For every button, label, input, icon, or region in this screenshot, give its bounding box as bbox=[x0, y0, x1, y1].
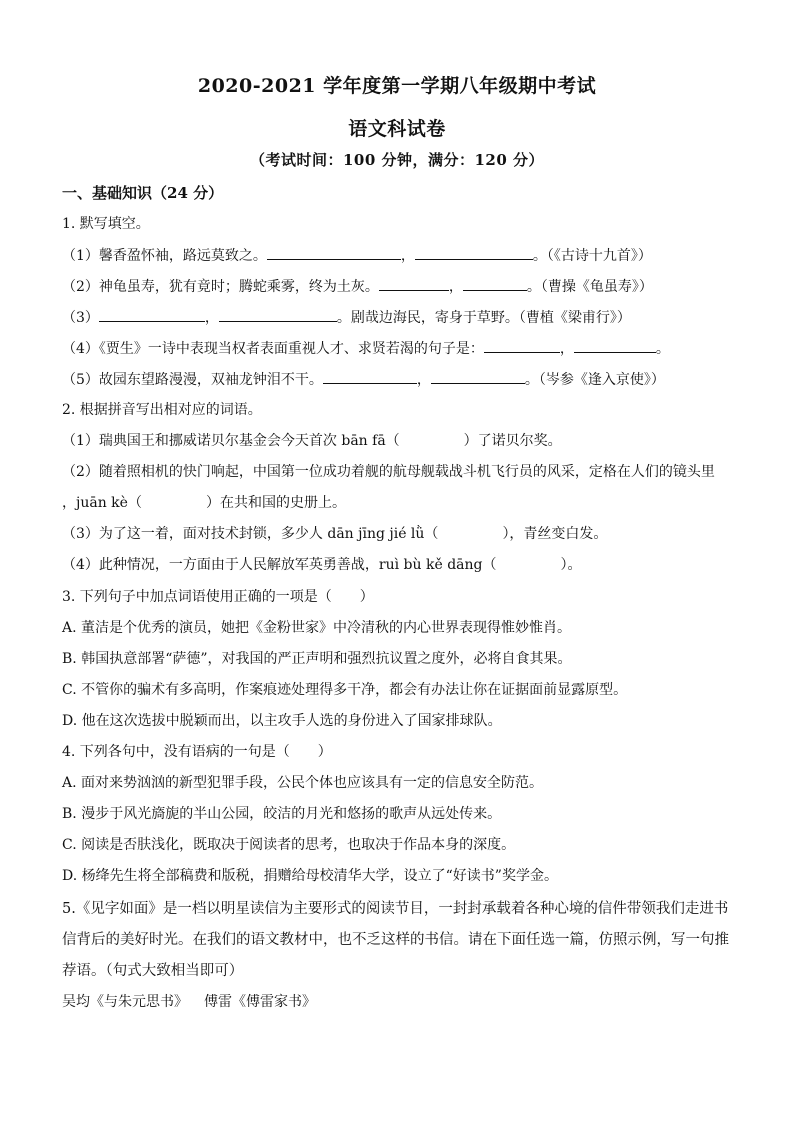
q1-item-5-pre: （5）故园东望路漫漫，双袖龙钟泪不干。 bbox=[62, 372, 323, 388]
q4-option-d[interactable]: D. 杨绛先生将全部稿费和版税，捐赠给母校清华大学，设立了“好读书”奖学金。 bbox=[62, 868, 558, 884]
q2-item-2-line1: （2）随着照相机的快门响起，中国第一位成功着舰的航母舰载战斗机飞行员的风采，定格在人们的镜头里 bbox=[62, 464, 715, 480]
q5-choice-a[interactable]: 吴均《与朱元思书》 bbox=[62, 994, 188, 1010]
q1-item-5-post: 。（岑参《逢入京使》） bbox=[524, 372, 665, 388]
q4-stem: 4. 下列各句中，没有语病的一句是（ ） bbox=[62, 744, 332, 760]
exam-subject: 语文科试卷 bbox=[348, 118, 446, 140]
answer-blank[interactable] bbox=[484, 338, 560, 353]
q1-item-2-sep: ， bbox=[448, 279, 463, 295]
q5-choices bbox=[62, 992, 742, 1012]
q1-item-1 bbox=[62, 245, 742, 266]
answer-blank[interactable] bbox=[431, 369, 525, 384]
q5-text-line2: 信背后的美好时光。在我们的语文教材中，也不乏这样的书信。请在下面任选一篇，仿照示例，写一句推 bbox=[62, 932, 729, 948]
answer-blank[interactable] bbox=[379, 276, 449, 291]
q2-item-2-pre: ，juān kè（ bbox=[62, 495, 142, 511]
answer-blank[interactable] bbox=[219, 307, 337, 322]
q2-item-1 bbox=[62, 431, 742, 451]
answer-blank[interactable] bbox=[323, 369, 417, 384]
q1-item-4 bbox=[62, 338, 742, 359]
q2-item-3 bbox=[62, 524, 742, 544]
q3-option-c[interactable]: C. 不管你的骗术有多高明，作案痕迹处理得多干净，都会有办法让你在证据面前显露原型。 bbox=[62, 682, 628, 698]
q1-item-3-pre: （3） bbox=[62, 310, 99, 326]
q3-stem: 3. 下列句子中加点词语使用正确的一项是（ ） bbox=[62, 589, 374, 605]
q5-text-line3: 荐语。（句式大致相当即可） bbox=[62, 963, 244, 979]
answer-blank[interactable] bbox=[574, 338, 656, 353]
answer-blank[interactable] bbox=[415, 245, 533, 260]
q1-item-3 bbox=[62, 307, 742, 328]
q1-item-5 bbox=[62, 369, 742, 390]
q3-option-b[interactable]: B. 韩国执意部署“萨德”，对我国的严正声明和强烈抗议置之度外，必将自食其果。 bbox=[62, 651, 572, 667]
q1-stem: 1. 默写填空。 bbox=[62, 216, 150, 232]
q1-item-4-post: 。 bbox=[655, 341, 670, 357]
exam-info: （考试时间：100 分钟，满分：120 分） bbox=[249, 151, 545, 169]
q4-option-c[interactable]: C. 阅读是否肤浅化，既取决于阅读者的思考，也取决于作品本身的深度。 bbox=[62, 837, 516, 853]
q4-option-b[interactable]: B. 漫步于风光旖旎的半山公园，皎洁的月光和悠扬的歌声从远处传来。 bbox=[62, 806, 502, 822]
q2-item-2-line2 bbox=[62, 493, 742, 513]
q1-item-2 bbox=[62, 276, 742, 297]
q2-item-3-pre: （3）为了这一着，面对技术封锁，多少人 dān jīng jié lǜ（ bbox=[62, 526, 439, 542]
q2-item-1-pre: （1）瑞典国王和挪威诺贝尔基金会今天首次 bān fā（ bbox=[62, 433, 400, 449]
q1-item-4-pre: （4）《贾生》一诗中表现当权者表面重视人才、求贤若渴的句子是： bbox=[62, 341, 484, 357]
answer-blank[interactable] bbox=[267, 245, 401, 260]
q1-item-2-post: 。（曹操《龟虽寿》） bbox=[526, 279, 653, 295]
section-heading-basics: 一、基础知识（24 分） bbox=[62, 184, 224, 202]
q5-text-line1: 5.《见字如面》是一档以明星读信为主要形式的阅读节目，一封封承载着各种心境的信件带领我们走进书 bbox=[62, 901, 729, 917]
q1-item-5-sep: ， bbox=[416, 372, 431, 388]
q1-item-3-post: 。剧哉边海民，寄身于草野。（曹植《梁甫行》） bbox=[336, 310, 631, 326]
q1-item-1-post: 。（《古诗十九首》） bbox=[532, 248, 652, 264]
q2-item-4-post: ）。 bbox=[560, 557, 582, 573]
q1-item-1-pre: （1）馨香盈怀袖，路远莫致之。 bbox=[62, 248, 267, 264]
q5-choice-b[interactable]: 傅雷《傅雷家书》 bbox=[204, 994, 316, 1010]
q1-item-1-sep: ， bbox=[400, 248, 415, 264]
q1-item-4-sep: ， bbox=[559, 341, 574, 357]
q3-option-a[interactable]: A. 董洁是个优秀的演员，她把《金粉世家》中冷清秋的内心世界表现得惟妙惟肖。 bbox=[62, 620, 572, 636]
q1-item-2-pre: （2）神龟虽寿，犹有竟时；腾蛇乘雾，终为土灰。 bbox=[62, 279, 379, 295]
q1-item-3-sep: ， bbox=[204, 310, 219, 326]
q2-stem: 2. 根据拼音写出相对应的词语。 bbox=[62, 402, 262, 418]
exam-title: 2020-2021 学年度第一学期八年级期中考试 bbox=[197, 75, 597, 97]
answer-blank[interactable] bbox=[463, 276, 527, 291]
q2-item-4-pre: （4）此种情况，一方面由于人民解放军英勇善战，ruì bù kě dāng（ bbox=[62, 557, 497, 573]
q2-item-2-post: ）在共和国的史册上。 bbox=[205, 495, 346, 511]
q3-option-d[interactable]: D. 他在这次选拔中脱颖而出，以主攻手人选的身份进入了国家排球队。 bbox=[62, 713, 502, 729]
q2-item-3-post: ），青丝变白发。 bbox=[502, 526, 608, 542]
q2-item-1-post: ）了诺贝尔奖。 bbox=[463, 433, 562, 449]
q2-item-4 bbox=[62, 555, 742, 575]
q4-option-a[interactable]: A. 面对来势汹汹的新型犯罪手段，公民个体也应该具有一定的信息安全防范。 bbox=[62, 775, 544, 791]
answer-blank[interactable] bbox=[99, 307, 205, 322]
